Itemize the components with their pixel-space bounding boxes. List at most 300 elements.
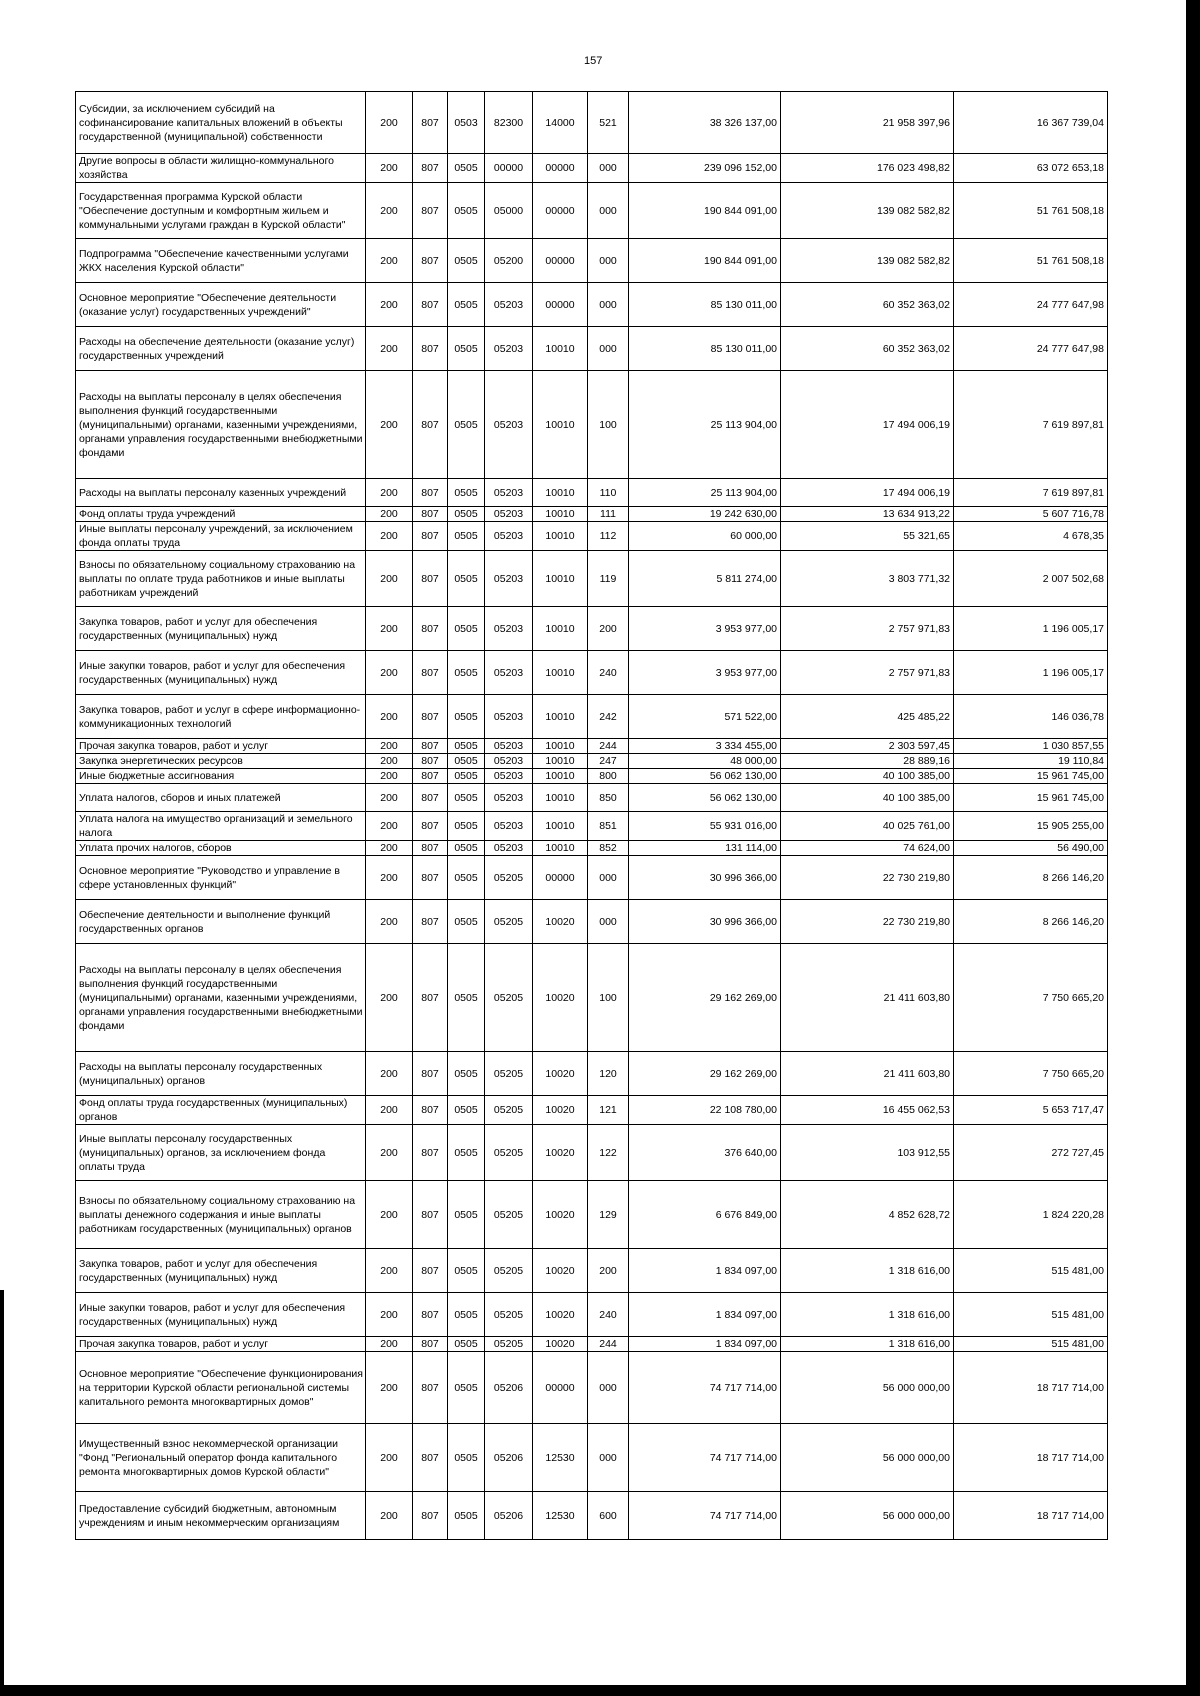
- amount-cell: 15 905 255,00: [954, 812, 1108, 841]
- amount-cell: 1 834 097,00: [629, 1249, 781, 1293]
- amount-cell: 3 334 455,00: [629, 739, 781, 754]
- table-row: [76, 283, 1108, 327]
- code-cell: 122: [588, 1125, 629, 1181]
- code-cell: 111: [588, 507, 629, 522]
- budget-item-name: Имущественный взнос некоммерческой организации "Фонд "Региональный оператор фонда капитального ремонта многоквартирных домов Курской области": [76, 1424, 366, 1492]
- budget-item-name: Расходы на обеспечение деятельности (оказание услуг) государственных учреждений: [76, 327, 366, 371]
- amount-cell: 21 411 603,80: [781, 1052, 954, 1096]
- budget-item-name: Расходы на выплаты персоналу государственных (муниципальных) органов: [76, 1052, 366, 1096]
- code-cell: 200: [366, 479, 413, 507]
- code-cell: 200: [366, 92, 413, 154]
- code-cell: 05206: [485, 1424, 533, 1492]
- code-cell: 12530: [533, 1424, 588, 1492]
- amount-cell: 40 100 385,00: [781, 769, 954, 784]
- code-cell: 00000: [533, 283, 588, 327]
- code-cell: 807: [413, 841, 448, 856]
- code-cell: 0505: [448, 841, 485, 856]
- code-cell: 807: [413, 651, 448, 695]
- code-cell: 10010: [533, 371, 588, 479]
- code-cell: 600: [588, 1492, 629, 1540]
- code-cell: 807: [413, 1293, 448, 1337]
- code-cell: 807: [413, 1424, 448, 1492]
- code-cell: 05200: [485, 239, 533, 283]
- code-cell: 14000: [533, 92, 588, 154]
- code-cell: 807: [413, 522, 448, 551]
- code-cell: 0505: [448, 507, 485, 522]
- amount-cell: 74 717 714,00: [629, 1352, 781, 1424]
- code-cell: 200: [366, 1125, 413, 1181]
- amount-cell: 190 844 091,00: [629, 239, 781, 283]
- amount-cell: 55 931 016,00: [629, 812, 781, 841]
- code-cell: 200: [366, 551, 413, 607]
- budget-item-name: Иные закупки товаров, работ и услуг для обеспечения государственных (муниципальных) нужд: [76, 651, 366, 695]
- table-row: [76, 1352, 1108, 1424]
- budget-item-name: Закупка товаров, работ и услуг для обеспечения государственных (муниципальных) нужд: [76, 607, 366, 651]
- code-cell: 05203: [485, 754, 533, 769]
- code-cell: 05203: [485, 522, 533, 551]
- amount-cell: 1 318 616,00: [781, 1337, 954, 1352]
- budget-item-name: Обеспечение деятельности и выполнение функций государственных органов: [76, 900, 366, 944]
- code-cell: 200: [366, 784, 413, 812]
- code-cell: 110: [588, 479, 629, 507]
- amount-cell: 63 072 653,18: [954, 154, 1108, 183]
- amount-cell: 5 811 274,00: [629, 551, 781, 607]
- code-cell: 10010: [533, 784, 588, 812]
- code-cell: 000: [588, 154, 629, 183]
- amount-cell: 85 130 011,00: [629, 327, 781, 371]
- table-row: [76, 154, 1108, 183]
- code-cell: 807: [413, 507, 448, 522]
- budget-item-name: Иные бюджетные ассигнования: [76, 769, 366, 784]
- table-row: [76, 1492, 1108, 1540]
- table-row: [76, 522, 1108, 551]
- amount-cell: 22 730 219,80: [781, 900, 954, 944]
- code-cell: 807: [413, 371, 448, 479]
- code-cell: 000: [588, 1352, 629, 1424]
- amount-cell: 18 717 714,00: [954, 1352, 1108, 1424]
- code-cell: 0505: [448, 856, 485, 900]
- code-cell: 10020: [533, 1337, 588, 1352]
- code-cell: 200: [366, 754, 413, 769]
- amount-cell: 56 490,00: [954, 841, 1108, 856]
- table-row: [76, 651, 1108, 695]
- code-cell: 0505: [448, 551, 485, 607]
- amount-cell: 85 130 011,00: [629, 283, 781, 327]
- code-cell: 200: [366, 507, 413, 522]
- code-cell: 200: [366, 651, 413, 695]
- amount-cell: 4 852 628,72: [781, 1181, 954, 1249]
- code-cell: 200: [366, 1424, 413, 1492]
- code-cell: 0505: [448, 1125, 485, 1181]
- code-cell: 200: [366, 856, 413, 900]
- amount-cell: 24 777 647,98: [954, 327, 1108, 371]
- code-cell: 807: [413, 1181, 448, 1249]
- code-cell: 100: [588, 944, 629, 1052]
- code-cell: 0505: [448, 1492, 485, 1540]
- code-cell: 10010: [533, 551, 588, 607]
- scan-border-bottom: [0, 1685, 1200, 1696]
- amount-cell: 56 000 000,00: [781, 1492, 954, 1540]
- code-cell: 10010: [533, 841, 588, 856]
- code-cell: 200: [588, 607, 629, 651]
- code-cell: 0505: [448, 784, 485, 812]
- table-row: [76, 1337, 1108, 1352]
- amount-cell: 1 824 220,28: [954, 1181, 1108, 1249]
- amount-cell: 425 485,22: [781, 695, 954, 739]
- budget-item-name: Основное мероприятие "Обеспечение деятельности (оказание услуг) государственных учреждений": [76, 283, 366, 327]
- amount-cell: 29 162 269,00: [629, 944, 781, 1052]
- code-cell: 05205: [485, 1096, 533, 1125]
- code-cell: 05205: [485, 856, 533, 900]
- code-cell: 851: [588, 812, 629, 841]
- amount-cell: 2 007 502,68: [954, 551, 1108, 607]
- amount-cell: 16 455 062,53: [781, 1096, 954, 1125]
- table-row: [76, 239, 1108, 283]
- code-cell: 807: [413, 183, 448, 239]
- code-cell: 200: [366, 1052, 413, 1096]
- amount-cell: 376 640,00: [629, 1125, 781, 1181]
- table-row: [76, 1293, 1108, 1337]
- budget-item-name: Иные закупки товаров, работ и услуг для обеспечения государственных (муниципальных) нужд: [76, 1293, 366, 1337]
- code-cell: 000: [588, 1424, 629, 1492]
- amount-cell: 5 607 716,78: [954, 507, 1108, 522]
- code-cell: 807: [413, 1249, 448, 1293]
- code-cell: 10010: [533, 479, 588, 507]
- code-cell: 00000: [533, 183, 588, 239]
- amount-cell: 56 062 130,00: [629, 784, 781, 812]
- table-row: [76, 551, 1108, 607]
- table-row: [76, 507, 1108, 522]
- table-body: [76, 92, 1108, 1540]
- code-cell: 0505: [448, 651, 485, 695]
- budget-item-name: Прочая закупка товаров, работ и услуг: [76, 1337, 366, 1352]
- amount-cell: 38 326 137,00: [629, 92, 781, 154]
- code-cell: 05203: [485, 607, 533, 651]
- amount-cell: 4 678,35: [954, 522, 1108, 551]
- amount-cell: 139 082 582,82: [781, 183, 954, 239]
- amount-cell: 15 961 745,00: [954, 769, 1108, 784]
- code-cell: 244: [588, 1337, 629, 1352]
- code-cell: 807: [413, 239, 448, 283]
- code-cell: 05206: [485, 1352, 533, 1424]
- code-cell: 807: [413, 92, 448, 154]
- amount-cell: 5 653 717,47: [954, 1096, 1108, 1125]
- code-cell: 129: [588, 1181, 629, 1249]
- amount-cell: 272 727,45: [954, 1125, 1108, 1181]
- code-cell: 200: [366, 607, 413, 651]
- code-cell: 807: [413, 769, 448, 784]
- amount-cell: 7 750 665,20: [954, 1052, 1108, 1096]
- code-cell: 807: [413, 1352, 448, 1424]
- budget-item-name: Закупка товаров, работ и услуг для обеспечения государственных (муниципальных) нужд: [76, 1249, 366, 1293]
- amount-cell: 56 000 000,00: [781, 1352, 954, 1424]
- code-cell: 10010: [533, 739, 588, 754]
- amount-cell: 51 761 508,18: [954, 239, 1108, 283]
- code-cell: 10020: [533, 1052, 588, 1096]
- code-cell: 242: [588, 695, 629, 739]
- code-cell: 0505: [448, 1293, 485, 1337]
- amount-cell: 139 082 582,82: [781, 239, 954, 283]
- amount-cell: 1 318 616,00: [781, 1293, 954, 1337]
- code-cell: 807: [413, 944, 448, 1052]
- code-cell: 240: [588, 651, 629, 695]
- code-cell: 05205: [485, 1337, 533, 1352]
- budget-item-name: Основное мероприятие "Руководство и управление в сфере установленных функций": [76, 856, 366, 900]
- amount-cell: 3 803 771,32: [781, 551, 954, 607]
- code-cell: 05203: [485, 507, 533, 522]
- amount-cell: 103 912,55: [781, 1125, 954, 1181]
- code-cell: 05205: [485, 1293, 533, 1337]
- code-cell: 0505: [448, 900, 485, 944]
- code-cell: 807: [413, 739, 448, 754]
- budget-item-name: Основное мероприятие "Обеспечение функционирования на территории Курской области региональной системы капитального ремонта многоквартирных домов": [76, 1352, 366, 1424]
- code-cell: 05203: [485, 479, 533, 507]
- budget-item-name: Уплата налога на имущество организаций и земельного налога: [76, 812, 366, 841]
- amount-cell: 15 961 745,00: [954, 784, 1108, 812]
- code-cell: 807: [413, 283, 448, 327]
- code-cell: 200: [366, 739, 413, 754]
- amount-cell: 25 113 904,00: [629, 371, 781, 479]
- budget-item-name: Прочая закупка товаров, работ и услуг: [76, 739, 366, 754]
- code-cell: 200: [366, 154, 413, 183]
- code-cell: 200: [366, 327, 413, 371]
- code-cell: 0505: [448, 1052, 485, 1096]
- budget-item-name: Закупка товаров, работ и услуг в сфере информационно-коммуникационных технологий: [76, 695, 366, 739]
- code-cell: 0505: [448, 1337, 485, 1352]
- code-cell: 82300: [485, 92, 533, 154]
- amount-cell: 74 717 714,00: [629, 1492, 781, 1540]
- budget-item-name: Иные выплаты персоналу государственных (муниципальных) органов, за исключением фонда оплаты труда: [76, 1125, 366, 1181]
- amount-cell: 56 062 130,00: [629, 769, 781, 784]
- table-row: [76, 754, 1108, 769]
- amount-cell: 1 196 005,17: [954, 651, 1108, 695]
- amount-cell: 40 025 761,00: [781, 812, 954, 841]
- amount-cell: 13 634 913,22: [781, 507, 954, 522]
- amount-cell: 7 619 897,81: [954, 479, 1108, 507]
- table-row: [76, 856, 1108, 900]
- code-cell: 200: [366, 769, 413, 784]
- code-cell: 05206: [485, 1492, 533, 1540]
- page-number: 157: [584, 55, 603, 67]
- code-cell: 0505: [448, 754, 485, 769]
- code-cell: 119: [588, 551, 629, 607]
- code-cell: 0505: [448, 1181, 485, 1249]
- budget-item-name: Иные выплаты персоналу учреждений, за исключением фонда оплаты труда: [76, 522, 366, 551]
- amount-cell: 55 321,65: [781, 522, 954, 551]
- amount-cell: 3 953 977,00: [629, 607, 781, 651]
- code-cell: 10020: [533, 1096, 588, 1125]
- amount-cell: 131 114,00: [629, 841, 781, 856]
- code-cell: 00000: [485, 154, 533, 183]
- code-cell: 000: [588, 856, 629, 900]
- code-cell: 200: [366, 1096, 413, 1125]
- amount-cell: 40 100 385,00: [781, 784, 954, 812]
- code-cell: 0505: [448, 1096, 485, 1125]
- budget-item-name: Подпрограмма "Обеспечение качественными услугами ЖКХ населения Курской области": [76, 239, 366, 283]
- amount-cell: 1 030 857,55: [954, 739, 1108, 754]
- amount-cell: 74 717 714,00: [629, 1424, 781, 1492]
- amount-cell: 176 023 498,82: [781, 154, 954, 183]
- code-cell: 807: [413, 1492, 448, 1540]
- code-cell: 0505: [448, 522, 485, 551]
- code-cell: 807: [413, 479, 448, 507]
- table-row: [76, 1096, 1108, 1125]
- code-cell: 807: [413, 695, 448, 739]
- code-cell: 807: [413, 1096, 448, 1125]
- amount-cell: 30 996 366,00: [629, 900, 781, 944]
- code-cell: 121: [588, 1096, 629, 1125]
- code-cell: 000: [588, 183, 629, 239]
- code-cell: 05205: [485, 1181, 533, 1249]
- code-cell: 0505: [448, 695, 485, 739]
- code-cell: 200: [366, 1181, 413, 1249]
- table-row: [76, 1249, 1108, 1293]
- table-row: [76, 92, 1108, 154]
- code-cell: 05203: [485, 812, 533, 841]
- code-cell: 0503: [448, 92, 485, 154]
- code-cell: 05203: [485, 371, 533, 479]
- amount-cell: 7 750 665,20: [954, 944, 1108, 1052]
- table-row: [76, 479, 1108, 507]
- code-cell: 200: [366, 183, 413, 239]
- code-cell: 0505: [448, 239, 485, 283]
- code-cell: 05203: [485, 841, 533, 856]
- budget-item-name: Уплата налогов, сборов и иных платежей: [76, 784, 366, 812]
- code-cell: 05203: [485, 551, 533, 607]
- code-cell: 244: [588, 739, 629, 754]
- code-cell: 00000: [533, 1352, 588, 1424]
- budget-item-name: Фонд оплаты труда государственных (муниципальных) органов: [76, 1096, 366, 1125]
- amount-cell: 6 676 849,00: [629, 1181, 781, 1249]
- amount-cell: 1 834 097,00: [629, 1337, 781, 1352]
- code-cell: 200: [366, 695, 413, 739]
- code-cell: 200: [366, 900, 413, 944]
- amount-cell: 190 844 091,00: [629, 183, 781, 239]
- code-cell: 800: [588, 769, 629, 784]
- amount-cell: 24 777 647,98: [954, 283, 1108, 327]
- table-row: [76, 183, 1108, 239]
- code-cell: 807: [413, 900, 448, 944]
- code-cell: 807: [413, 812, 448, 841]
- code-cell: 200: [366, 371, 413, 479]
- amount-cell: 1 834 097,00: [629, 1293, 781, 1337]
- code-cell: 0505: [448, 183, 485, 239]
- code-cell: 100: [588, 371, 629, 479]
- code-cell: 200: [366, 1492, 413, 1540]
- amount-cell: 51 761 508,18: [954, 183, 1108, 239]
- code-cell: 521: [588, 92, 629, 154]
- budget-item-name: Уплата прочих налогов, сборов: [76, 841, 366, 856]
- code-cell: 000: [588, 900, 629, 944]
- amount-cell: 16 367 739,04: [954, 92, 1108, 154]
- amount-cell: 19 110,84: [954, 754, 1108, 769]
- amount-cell: 515 481,00: [954, 1337, 1108, 1352]
- code-cell: 05205: [485, 1052, 533, 1096]
- amount-cell: 29 162 269,00: [629, 1052, 781, 1096]
- code-cell: 10020: [533, 1293, 588, 1337]
- code-cell: 0505: [448, 1424, 485, 1492]
- code-cell: 807: [413, 784, 448, 812]
- amount-cell: 60 352 363,02: [781, 327, 954, 371]
- table-row: [76, 739, 1108, 754]
- table-row: [76, 784, 1108, 812]
- code-cell: 807: [413, 856, 448, 900]
- code-cell: 10010: [533, 522, 588, 551]
- budget-item-name: Фонд оплаты труда учреждений: [76, 507, 366, 522]
- budget-item-name: Взносы по обязательному социальному страхованию на выплаты денежного содержания и иные выплаты работникам государственных (муниципальных) органов: [76, 1181, 366, 1249]
- code-cell: 120: [588, 1052, 629, 1096]
- code-cell: 0505: [448, 769, 485, 784]
- code-cell: 200: [366, 944, 413, 1052]
- code-cell: 10010: [533, 769, 588, 784]
- scan-border-right: [1186, 0, 1200, 1696]
- code-cell: 000: [588, 283, 629, 327]
- code-cell: 10020: [533, 1125, 588, 1181]
- amount-cell: 22 108 780,00: [629, 1096, 781, 1125]
- table-row: [76, 607, 1108, 651]
- code-cell: 200: [588, 1249, 629, 1293]
- code-cell: 200: [366, 812, 413, 841]
- budget-item-name: Другие вопросы в области жилищно-коммунального хозяйства: [76, 154, 366, 183]
- code-cell: 807: [413, 607, 448, 651]
- amount-cell: 8 266 146,20: [954, 900, 1108, 944]
- code-cell: 05203: [485, 283, 533, 327]
- table-row: [76, 371, 1108, 479]
- code-cell: 05205: [485, 900, 533, 944]
- amount-cell: 571 522,00: [629, 695, 781, 739]
- amount-cell: 3 953 977,00: [629, 651, 781, 695]
- table-row: [76, 812, 1108, 841]
- code-cell: 200: [366, 841, 413, 856]
- code-cell: 0505: [448, 739, 485, 754]
- code-cell: 807: [413, 1125, 448, 1181]
- code-cell: 000: [588, 239, 629, 283]
- code-cell: 00000: [533, 239, 588, 283]
- code-cell: 200: [366, 1352, 413, 1424]
- code-cell: 807: [413, 1337, 448, 1352]
- budget-item-name: Государственная программа Курской области "Обеспечение доступным и комфортным жильем и коммунальными услугами граждан в Курской области": [76, 183, 366, 239]
- scan-border-left: [0, 1290, 4, 1696]
- code-cell: 807: [413, 154, 448, 183]
- code-cell: 12530: [533, 1492, 588, 1540]
- amount-cell: 515 481,00: [954, 1293, 1108, 1337]
- code-cell: 05203: [485, 695, 533, 739]
- code-cell: 05205: [485, 944, 533, 1052]
- code-cell: 200: [366, 1337, 413, 1352]
- amount-cell: 18 717 714,00: [954, 1492, 1108, 1540]
- amount-cell: 48 000,00: [629, 754, 781, 769]
- code-cell: 247: [588, 754, 629, 769]
- budget-item-name: Расходы на выплаты персоналу в целях обеспечения выполнения функций государственными (муниципальными) органами, казенными учреждениями, органами управления государственными внебюджетными фондами: [76, 371, 366, 479]
- table-row: [76, 1052, 1108, 1096]
- amount-cell: 21 958 397,96: [781, 92, 954, 154]
- table-row: [76, 1424, 1108, 1492]
- code-cell: 807: [413, 327, 448, 371]
- code-cell: 10010: [533, 651, 588, 695]
- table-row: [76, 1181, 1108, 1249]
- code-cell: 0505: [448, 283, 485, 327]
- budget-item-name: Предоставление субсидий бюджетным, автономным учреждениям и иным некоммерческим организациям: [76, 1492, 366, 1540]
- budget-item-name: Расходы на выплаты персоналу казенных учреждений: [76, 479, 366, 507]
- code-cell: 10020: [533, 1249, 588, 1293]
- code-cell: 0505: [448, 479, 485, 507]
- table-row: [76, 900, 1108, 944]
- amount-cell: 239 096 152,00: [629, 154, 781, 183]
- code-cell: 10020: [533, 900, 588, 944]
- amount-cell: 1 318 616,00: [781, 1249, 954, 1293]
- code-cell: 05203: [485, 651, 533, 695]
- code-cell: 807: [413, 551, 448, 607]
